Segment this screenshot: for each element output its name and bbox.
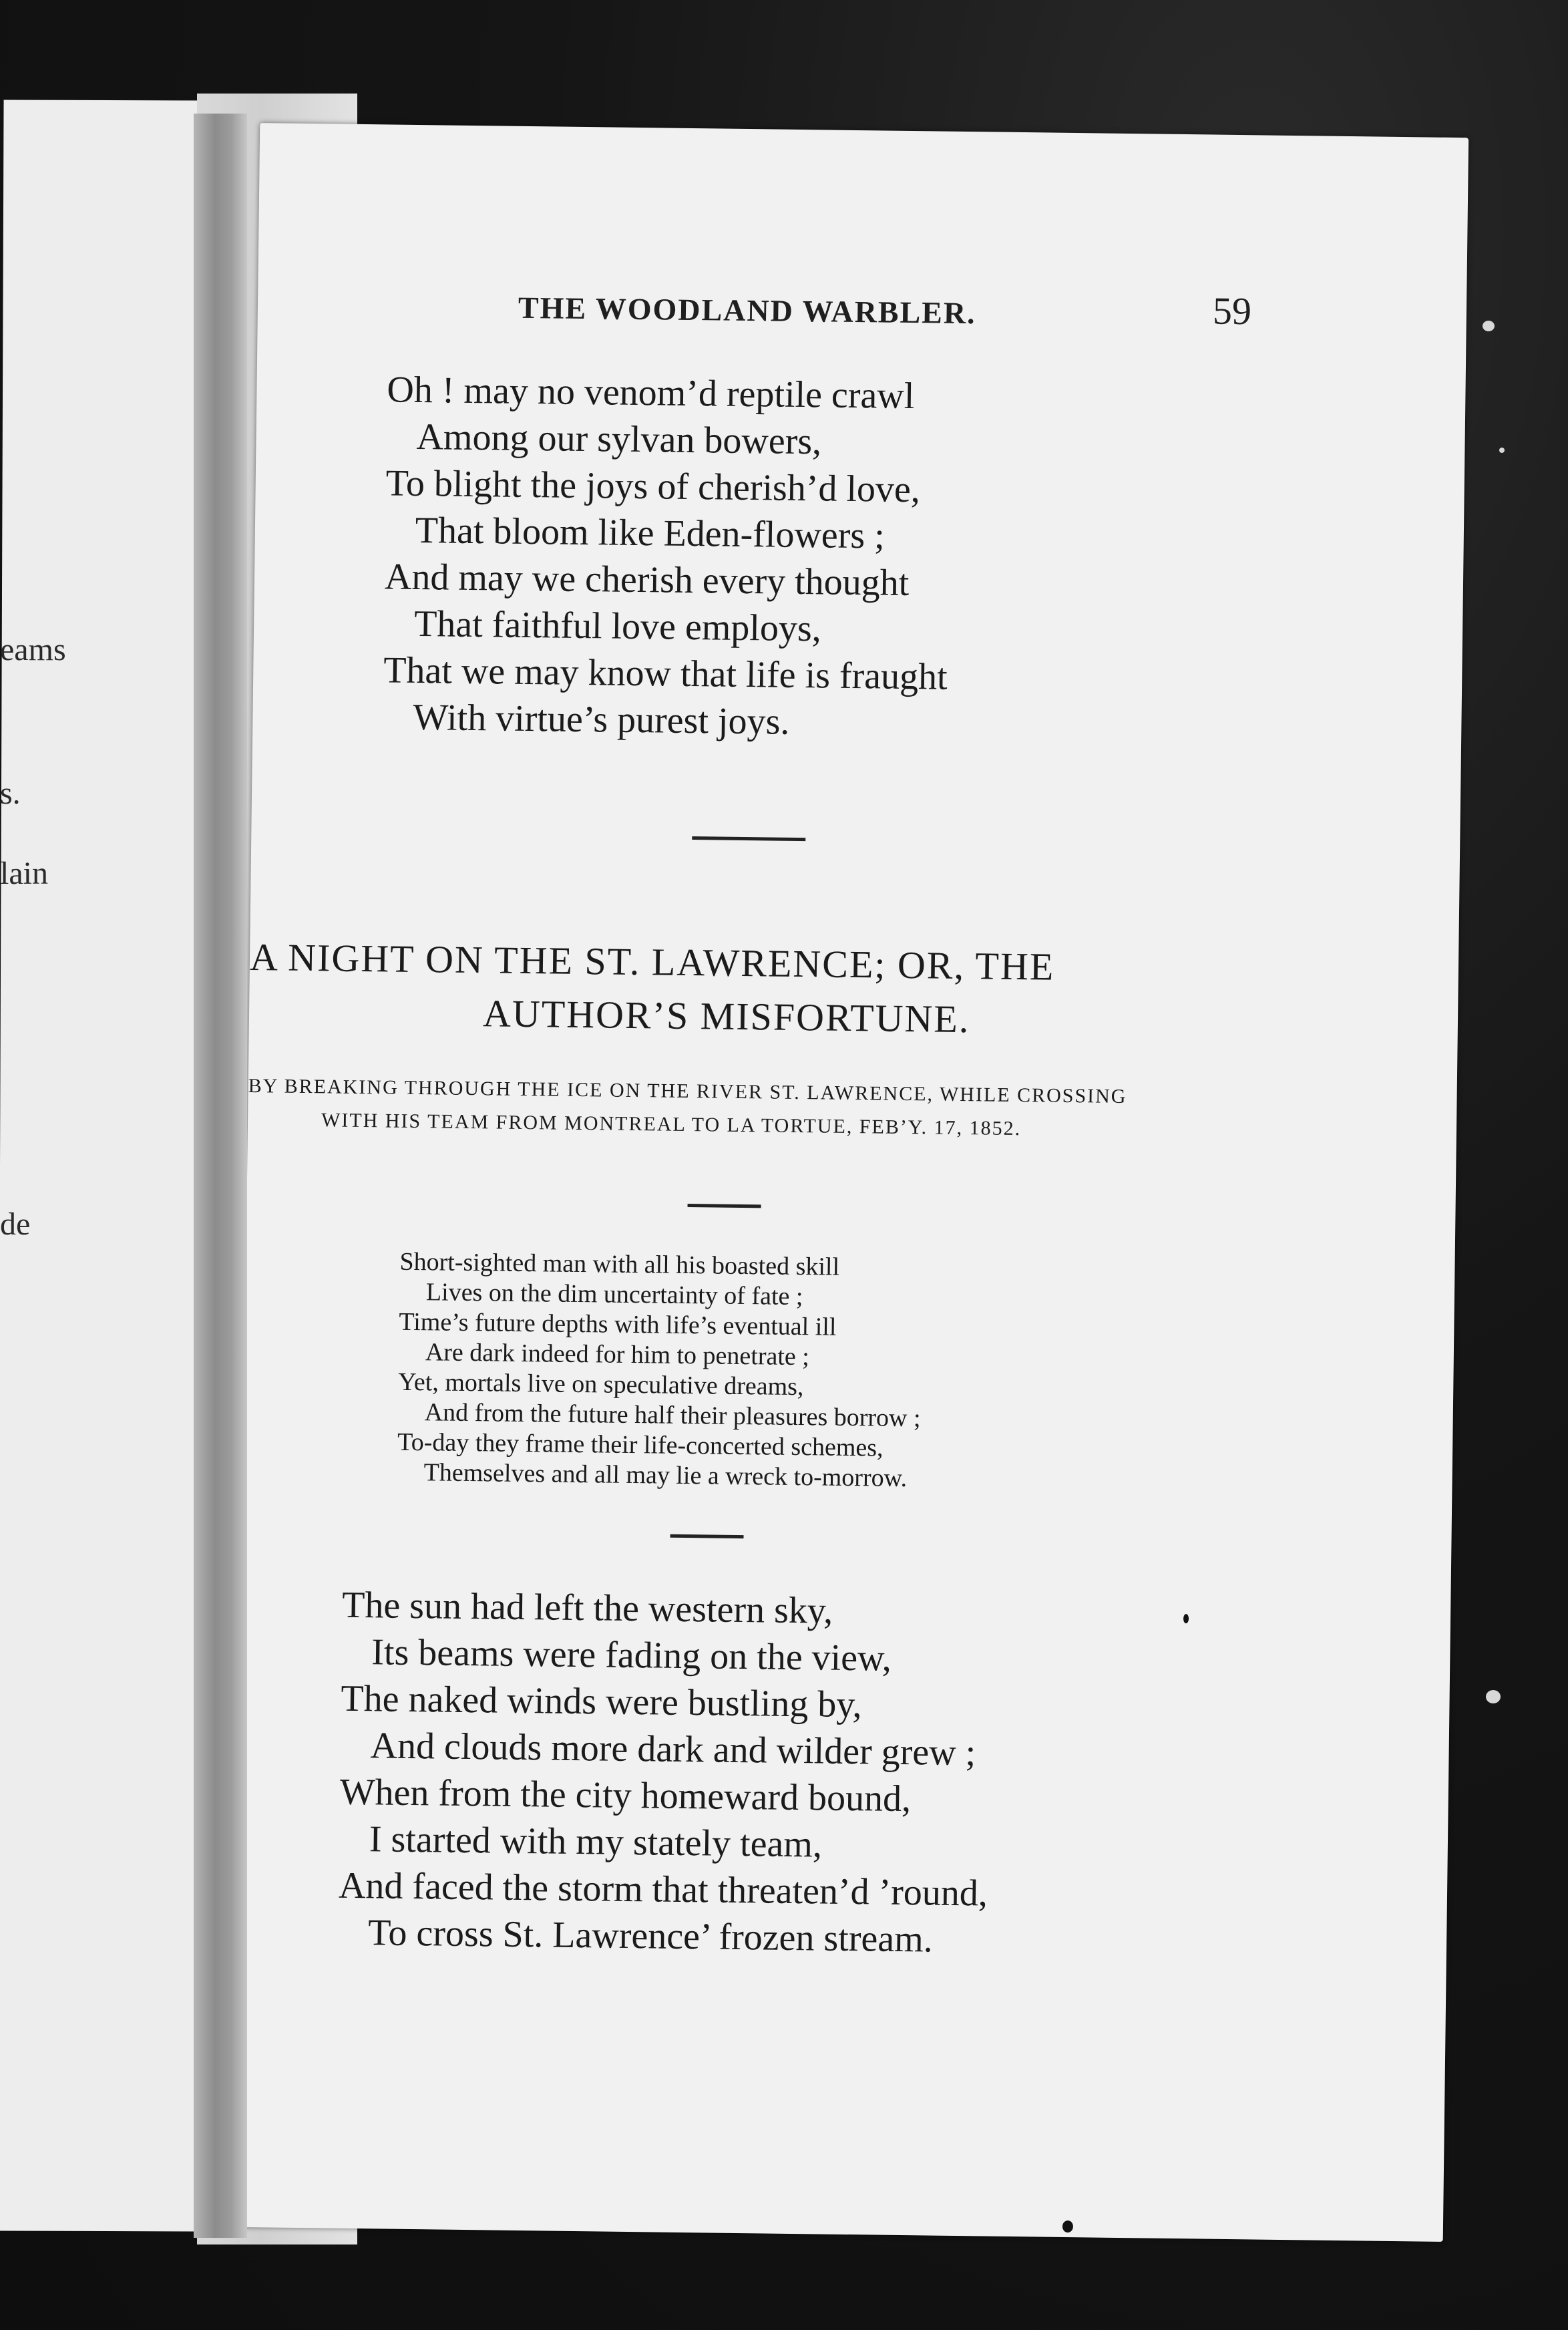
section-rule [692, 836, 805, 841]
dust-speck [1483, 321, 1495, 331]
ink-speck [1062, 2220, 1073, 2232]
verse-line: Its beams were fading on the view, [371, 1631, 892, 1679]
running-head: THE WOODLAND WARBLER. [518, 290, 976, 331]
facing-page-fragment: eams [0, 632, 66, 667]
verse-line: Among our sylvan bowers, [416, 415, 822, 463]
poem-title: A NIGHT ON THE ST. LAWRENCE; OR, THE [249, 935, 1055, 989]
verse-line: To cross St. Lawrence’ frozen stream. [367, 1912, 934, 1961]
verse-line: To blight the joys of cherish’d love, [385, 462, 921, 511]
verse-line: Oh ! may no venom’d reptile crawl [387, 369, 915, 418]
verse-line: With virtue’s purest joys. [413, 696, 790, 743]
verse-line: I started with my stately team, [369, 1818, 823, 1866]
poem-title-continued: AUTHOR’S MISFORTUNE. [482, 991, 970, 1041]
verse-line: And may we cherish every thought [384, 556, 910, 604]
verse-line: When from the city homeward bound, [339, 1771, 912, 1820]
ink-speck [1183, 1614, 1189, 1623]
epigraph-line: Are dark indeed for him to penetrate ; [425, 1338, 810, 1371]
verse-line: The naked winds were bustling by, [341, 1677, 863, 1726]
facing-page-fragment: s. [0, 776, 21, 811]
dust-speck [1486, 1690, 1501, 1703]
section-rule [688, 1204, 761, 1208]
epigraph-line: Time’s future depths with life’s eventual ill [399, 1307, 837, 1341]
verse-line: And faced the storm that threaten’d ’round, [338, 1864, 988, 1915]
facing-page-fragment: de [0, 1206, 31, 1242]
verse-line: And clouds more dark and wilder grew ; [370, 1725, 976, 1774]
verse-line: That bloom like Eden-flowers ; [415, 509, 886, 557]
poem-subtitle: BY BREAKING THROUGH THE ICE ON THE RIVER ST. LAWRENCE, WHILE CROSSING [248, 1074, 1127, 1108]
epigraph-line: Themselves and all may lie a wreck to-morrow. [423, 1458, 908, 1493]
book-gutter-shadow [194, 114, 247, 2238]
epigraph-line: To-day they frame their life-concerted schemes, [397, 1428, 884, 1462]
dust-speck [1499, 448, 1505, 453]
epigraph-line: Yet, mortals live on speculative dreams, [398, 1367, 804, 1401]
poem-subtitle-continued: WITH HIS TEAM FROM MONTREAL TO LA TORTUE, FEB’Y. 17, 1852. [321, 1109, 1022, 1140]
verse-line: That we may know that life is fraught [383, 649, 948, 698]
epigraph-line: And from the future half their pleasures borrow ; [424, 1398, 921, 1433]
section-rule [670, 1534, 743, 1538]
book-page [234, 123, 1468, 2242]
epigraph-line: Lives on the dim uncertainty of fate ; [425, 1278, 803, 1311]
verse-line: The sun had left the western sky, [341, 1584, 833, 1632]
epigraph-line: Short-sighted man with all his boasted skill [399, 1247, 840, 1281]
verse-line: That faithful love employs, [413, 603, 822, 650]
facing-page [0, 100, 204, 2231]
facing-page-fragment: lain [0, 856, 48, 891]
page-number: 59 [1212, 289, 1252, 333]
